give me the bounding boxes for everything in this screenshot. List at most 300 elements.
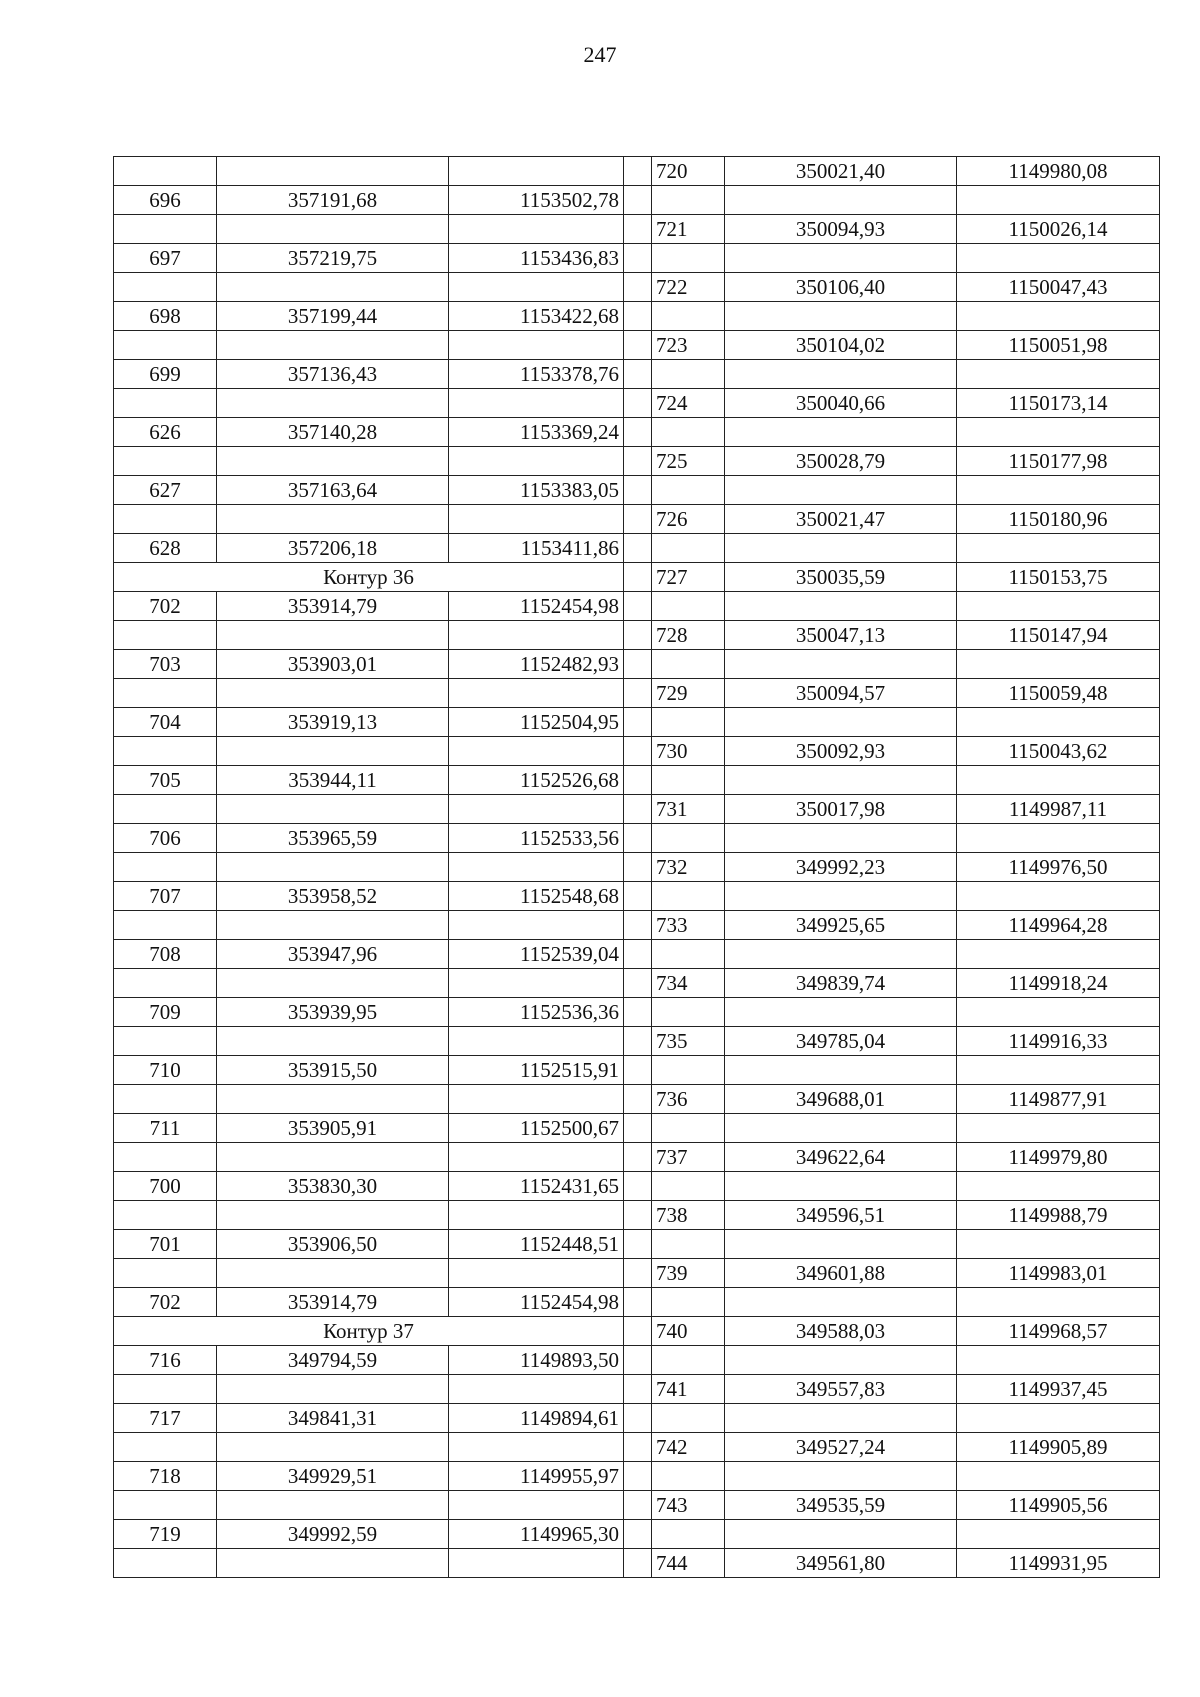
table-row — [114, 1491, 1160, 1520]
table-row — [114, 1375, 1160, 1404]
spacer-cell — [624, 186, 652, 215]
table-row — [114, 389, 1160, 418]
y-coordinate: 1149893,50 — [449, 1346, 624, 1375]
y-coordinate: 1152504,95 — [449, 708, 624, 737]
empty-cell — [957, 1172, 1160, 1201]
spacer-cell — [624, 273, 652, 302]
x-coordinate: 357140,28 — [217, 418, 449, 447]
empty-cell — [449, 853, 624, 882]
table-row — [114, 215, 1160, 244]
empty-cell — [114, 853, 217, 882]
y-coordinate: 1149964,28 — [957, 911, 1160, 940]
empty-cell — [217, 331, 449, 360]
empty-cell — [114, 621, 217, 650]
x-coordinate: 349527,24 — [725, 1433, 957, 1462]
empty-cell — [217, 1085, 449, 1114]
spacer-cell — [624, 534, 652, 563]
empty-cell — [652, 940, 725, 969]
y-coordinate: 1153378,76 — [449, 360, 624, 389]
x-coordinate: 353965,59 — [217, 824, 449, 853]
empty-cell — [114, 795, 217, 824]
table-row — [114, 476, 1160, 505]
spacer-cell — [624, 505, 652, 534]
point-number: 703 — [114, 650, 217, 679]
table-row — [114, 1317, 1160, 1346]
empty-cell — [114, 273, 217, 302]
point-number: 734 — [652, 969, 725, 998]
x-coordinate: 353944,11 — [217, 766, 449, 795]
x-coordinate: 349785,04 — [725, 1027, 957, 1056]
x-coordinate: 350094,57 — [725, 679, 957, 708]
spacer-cell — [624, 331, 652, 360]
empty-cell — [957, 244, 1160, 273]
point-number: 738 — [652, 1201, 725, 1230]
empty-cell — [449, 505, 624, 534]
table-row — [114, 186, 1160, 215]
y-coordinate: 1152431,65 — [449, 1172, 624, 1201]
y-coordinate: 1152500,67 — [449, 1114, 624, 1143]
empty-cell — [652, 824, 725, 853]
y-coordinate: 1152536,36 — [449, 998, 624, 1027]
empty-cell — [725, 1404, 957, 1433]
table-row — [114, 1201, 1160, 1230]
empty-cell — [652, 476, 725, 505]
x-coordinate: 349688,01 — [725, 1085, 957, 1114]
y-coordinate: 1150051,98 — [957, 331, 1160, 360]
spacer-cell — [624, 1491, 652, 1520]
table-row — [114, 1143, 1160, 1172]
table-row — [114, 447, 1160, 476]
empty-cell — [957, 476, 1160, 505]
y-coordinate: 1150177,98 — [957, 447, 1160, 476]
y-coordinate: 1150059,48 — [957, 679, 1160, 708]
table-row — [114, 969, 1160, 998]
empty-cell — [652, 592, 725, 621]
empty-cell — [652, 1056, 725, 1085]
x-coordinate: 350047,13 — [725, 621, 957, 650]
y-coordinate: 1150043,62 — [957, 737, 1160, 766]
point-number: 735 — [652, 1027, 725, 1056]
point-number: 717 — [114, 1404, 217, 1433]
y-coordinate: 1153422,68 — [449, 302, 624, 331]
empty-cell — [114, 505, 217, 534]
y-coordinate: 1150153,75 — [957, 563, 1160, 592]
spacer-cell — [624, 853, 652, 882]
table-row — [114, 650, 1160, 679]
spacer-cell — [624, 563, 652, 592]
y-coordinate: 1149894,61 — [449, 1404, 624, 1433]
empty-cell — [725, 244, 957, 273]
spacer-cell — [624, 911, 652, 940]
empty-cell — [957, 766, 1160, 795]
empty-cell — [114, 331, 217, 360]
empty-cell — [725, 302, 957, 331]
empty-cell — [725, 1520, 957, 1549]
y-coordinate: 1149976,50 — [957, 853, 1160, 882]
spacer-cell — [624, 998, 652, 1027]
x-coordinate: 357136,43 — [217, 360, 449, 389]
spacer-cell — [624, 1143, 652, 1172]
table-row — [114, 1433, 1160, 1462]
empty-cell — [217, 911, 449, 940]
spacer-cell — [624, 1027, 652, 1056]
x-coordinate: 353830,30 — [217, 1172, 449, 1201]
empty-cell — [957, 186, 1160, 215]
x-coordinate: 357219,75 — [217, 244, 449, 273]
empty-cell — [652, 418, 725, 447]
x-coordinate: 350040,66 — [725, 389, 957, 418]
spacer-cell — [624, 1462, 652, 1491]
x-coordinate: 353915,50 — [217, 1056, 449, 1085]
spacer-cell — [624, 1346, 652, 1375]
empty-cell — [449, 737, 624, 766]
x-coordinate: 353958,52 — [217, 882, 449, 911]
table-row — [114, 766, 1160, 795]
x-coordinate: 357199,44 — [217, 302, 449, 331]
spacer-cell — [624, 1404, 652, 1433]
x-coordinate: 349596,51 — [725, 1201, 957, 1230]
empty-cell — [114, 1201, 217, 1230]
point-number: 701 — [114, 1230, 217, 1259]
point-number: 706 — [114, 824, 217, 853]
y-coordinate: 1152454,98 — [449, 592, 624, 621]
empty-cell — [725, 650, 957, 679]
table-row — [114, 882, 1160, 911]
empty-cell — [957, 1404, 1160, 1433]
empty-cell — [217, 679, 449, 708]
empty-cell — [449, 1201, 624, 1230]
table-row — [114, 1259, 1160, 1288]
x-coordinate: 353903,01 — [217, 650, 449, 679]
empty-cell — [725, 882, 957, 911]
point-number: 743 — [652, 1491, 725, 1520]
spacer-cell — [624, 1433, 652, 1462]
point-number: 724 — [652, 389, 725, 418]
empty-cell — [449, 1027, 624, 1056]
point-number: 716 — [114, 1346, 217, 1375]
empty-cell — [652, 534, 725, 563]
empty-cell — [725, 1346, 957, 1375]
x-coordinate: 353939,95 — [217, 998, 449, 1027]
y-coordinate: 1149905,56 — [957, 1491, 1160, 1520]
spacer-cell — [624, 737, 652, 766]
y-coordinate: 1150147,94 — [957, 621, 1160, 650]
point-number: 711 — [114, 1114, 217, 1143]
table-row — [114, 1027, 1160, 1056]
empty-cell — [217, 1143, 449, 1172]
spacer-cell — [624, 621, 652, 650]
y-coordinate: 1149905,89 — [957, 1433, 1160, 1462]
empty-cell — [725, 708, 957, 737]
x-coordinate: 349992,23 — [725, 853, 957, 882]
spacer-cell — [624, 824, 652, 853]
table-row — [114, 621, 1160, 650]
empty-cell — [217, 273, 449, 302]
empty-cell — [449, 969, 624, 998]
empty-cell — [652, 1288, 725, 1317]
empty-cell — [114, 1549, 217, 1578]
x-coordinate: 350017,98 — [725, 795, 957, 824]
empty-cell — [114, 215, 217, 244]
empty-cell — [652, 708, 725, 737]
empty-cell — [725, 824, 957, 853]
x-coordinate: 349622,64 — [725, 1143, 957, 1172]
y-coordinate: 1149931,95 — [957, 1549, 1160, 1578]
table-row — [114, 1346, 1160, 1375]
y-coordinate: 1149937,45 — [957, 1375, 1160, 1404]
empty-cell — [114, 1259, 217, 1288]
empty-cell — [449, 1433, 624, 1462]
empty-cell — [652, 650, 725, 679]
empty-cell — [725, 1288, 957, 1317]
table-row — [114, 824, 1160, 853]
point-number: 719 — [114, 1520, 217, 1549]
point-number: 727 — [652, 563, 725, 592]
spacer-cell — [624, 157, 652, 186]
empty-cell — [449, 1549, 624, 1578]
empty-cell — [725, 1230, 957, 1259]
point-number: 696 — [114, 186, 217, 215]
y-coordinate: 1149983,01 — [957, 1259, 1160, 1288]
point-number: 709 — [114, 998, 217, 1027]
empty-cell — [217, 389, 449, 418]
point-number: 718 — [114, 1462, 217, 1491]
point-number: 626 — [114, 418, 217, 447]
table-row — [114, 592, 1160, 621]
empty-cell — [957, 1520, 1160, 1549]
y-coordinate: 1149877,91 — [957, 1085, 1160, 1114]
empty-cell — [217, 157, 449, 186]
point-number: 705 — [114, 766, 217, 795]
table-row — [114, 1085, 1160, 1114]
empty-cell — [652, 244, 725, 273]
point-number: 702 — [114, 1288, 217, 1317]
table-row — [114, 911, 1160, 940]
table-row — [114, 360, 1160, 389]
spacer-cell — [624, 447, 652, 476]
table-row — [114, 940, 1160, 969]
y-coordinate: 1153436,83 — [449, 244, 624, 273]
table-row — [114, 534, 1160, 563]
spacer-cell — [624, 1056, 652, 1085]
table-row — [114, 1462, 1160, 1491]
point-number: 628 — [114, 534, 217, 563]
empty-cell — [114, 1433, 217, 1462]
empty-cell — [957, 1230, 1160, 1259]
table-row — [114, 1172, 1160, 1201]
empty-cell — [449, 1085, 624, 1114]
x-coordinate: 349557,83 — [725, 1375, 957, 1404]
spacer-cell — [624, 1172, 652, 1201]
table-row — [114, 1549, 1160, 1578]
empty-cell — [449, 1259, 624, 1288]
spacer-cell — [624, 302, 652, 331]
y-coordinate: 1149918,24 — [957, 969, 1160, 998]
spacer-cell — [624, 1549, 652, 1578]
point-number: 740 — [652, 1317, 725, 1346]
empty-cell — [957, 708, 1160, 737]
empty-cell — [449, 1375, 624, 1404]
empty-cell — [652, 766, 725, 795]
point-number: 736 — [652, 1085, 725, 1114]
empty-cell — [725, 186, 957, 215]
spacer-cell — [624, 1259, 652, 1288]
x-coordinate: 353914,79 — [217, 1288, 449, 1317]
point-number: 731 — [652, 795, 725, 824]
y-coordinate: 1149968,57 — [957, 1317, 1160, 1346]
y-coordinate: 1149988,79 — [957, 1201, 1160, 1230]
empty-cell — [725, 418, 957, 447]
empty-cell — [217, 1433, 449, 1462]
empty-cell — [217, 505, 449, 534]
point-number: 707 — [114, 882, 217, 911]
x-coordinate: 357206,18 — [217, 534, 449, 563]
point-number: 732 — [652, 853, 725, 882]
empty-cell — [217, 215, 449, 244]
table-row — [114, 331, 1160, 360]
empty-cell — [217, 621, 449, 650]
empty-cell — [217, 853, 449, 882]
y-coordinate: 1149980,08 — [957, 157, 1160, 186]
empty-cell — [957, 650, 1160, 679]
point-number: 741 — [652, 1375, 725, 1404]
spacer-cell — [624, 1085, 652, 1114]
y-coordinate: 1153383,05 — [449, 476, 624, 505]
y-coordinate: 1152539,04 — [449, 940, 624, 969]
empty-cell — [449, 679, 624, 708]
empty-cell — [957, 418, 1160, 447]
empty-cell — [652, 186, 725, 215]
x-coordinate: 350092,93 — [725, 737, 957, 766]
empty-cell — [449, 157, 624, 186]
y-coordinate: 1150180,96 — [957, 505, 1160, 534]
spacer-cell — [624, 940, 652, 969]
y-coordinate: 1152448,51 — [449, 1230, 624, 1259]
empty-cell — [217, 447, 449, 476]
empty-cell — [217, 1259, 449, 1288]
empty-cell — [652, 1462, 725, 1491]
empty-cell — [449, 447, 624, 476]
x-coordinate: 349925,65 — [725, 911, 957, 940]
table-row — [114, 1404, 1160, 1433]
contour-header: Контур 37 — [114, 1317, 624, 1346]
empty-cell — [449, 621, 624, 650]
x-coordinate: 357191,68 — [217, 186, 449, 215]
spacer-cell — [624, 244, 652, 273]
x-coordinate: 353905,91 — [217, 1114, 449, 1143]
y-coordinate: 1149916,33 — [957, 1027, 1160, 1056]
x-coordinate: 353914,79 — [217, 592, 449, 621]
empty-cell — [957, 882, 1160, 911]
table-row — [114, 853, 1160, 882]
empty-cell — [114, 447, 217, 476]
spacer-cell — [624, 1520, 652, 1549]
empty-cell — [725, 940, 957, 969]
table-row — [114, 505, 1160, 534]
table-row — [114, 795, 1160, 824]
empty-cell — [114, 969, 217, 998]
spacer-cell — [624, 389, 652, 418]
x-coordinate: 357163,64 — [217, 476, 449, 505]
empty-cell — [652, 1114, 725, 1143]
empty-cell — [114, 911, 217, 940]
empty-cell — [217, 969, 449, 998]
table-row — [114, 1520, 1160, 1549]
table-row — [114, 998, 1160, 1027]
point-number: 742 — [652, 1433, 725, 1462]
point-number: 722 — [652, 273, 725, 302]
empty-cell — [652, 1172, 725, 1201]
x-coordinate: 350028,79 — [725, 447, 957, 476]
empty-cell — [725, 476, 957, 505]
empty-cell — [114, 389, 217, 418]
empty-cell — [217, 737, 449, 766]
empty-cell — [957, 1462, 1160, 1491]
y-coordinate: 1149955,97 — [449, 1462, 624, 1491]
empty-cell — [957, 1288, 1160, 1317]
spacer-cell — [624, 476, 652, 505]
x-coordinate: 353906,50 — [217, 1230, 449, 1259]
empty-cell — [725, 534, 957, 563]
empty-cell — [449, 331, 624, 360]
empty-cell — [114, 1143, 217, 1172]
empty-cell — [217, 1491, 449, 1520]
x-coordinate: 350021,40 — [725, 157, 957, 186]
spacer-cell — [624, 418, 652, 447]
y-coordinate: 1150173,14 — [957, 389, 1160, 418]
y-coordinate: 1152526,68 — [449, 766, 624, 795]
empty-cell — [217, 1549, 449, 1578]
empty-cell — [449, 795, 624, 824]
spacer-cell — [624, 650, 652, 679]
empty-cell — [652, 360, 725, 389]
table-row — [114, 1114, 1160, 1143]
table-row — [114, 679, 1160, 708]
point-number: 627 — [114, 476, 217, 505]
y-coordinate: 1152454,98 — [449, 1288, 624, 1317]
table-row — [114, 737, 1160, 766]
empty-cell — [725, 1462, 957, 1491]
table-row — [114, 708, 1160, 737]
x-coordinate: 349601,88 — [725, 1259, 957, 1288]
point-number: 708 — [114, 940, 217, 969]
y-coordinate: 1152533,56 — [449, 824, 624, 853]
point-number: 729 — [652, 679, 725, 708]
empty-cell — [652, 1230, 725, 1259]
table-row — [114, 418, 1160, 447]
y-coordinate: 1150026,14 — [957, 215, 1160, 244]
x-coordinate: 350094,93 — [725, 215, 957, 244]
x-coordinate: 350035,59 — [725, 563, 957, 592]
spacer-cell — [624, 708, 652, 737]
empty-cell — [957, 824, 1160, 853]
point-number: 737 — [652, 1143, 725, 1172]
x-coordinate: 349588,03 — [725, 1317, 957, 1346]
table-row — [114, 1056, 1160, 1085]
empty-cell — [957, 534, 1160, 563]
table-row — [114, 273, 1160, 302]
x-coordinate: 349992,59 — [217, 1520, 449, 1549]
spacer-cell — [624, 969, 652, 998]
empty-cell — [957, 1056, 1160, 1085]
empty-cell — [217, 1027, 449, 1056]
spacer-cell — [624, 1114, 652, 1143]
x-coordinate: 350106,40 — [725, 273, 957, 302]
page-number: 247 — [583, 42, 617, 67]
spacer-cell — [624, 882, 652, 911]
table-row — [114, 563, 1160, 592]
y-coordinate: 1152482,93 — [449, 650, 624, 679]
